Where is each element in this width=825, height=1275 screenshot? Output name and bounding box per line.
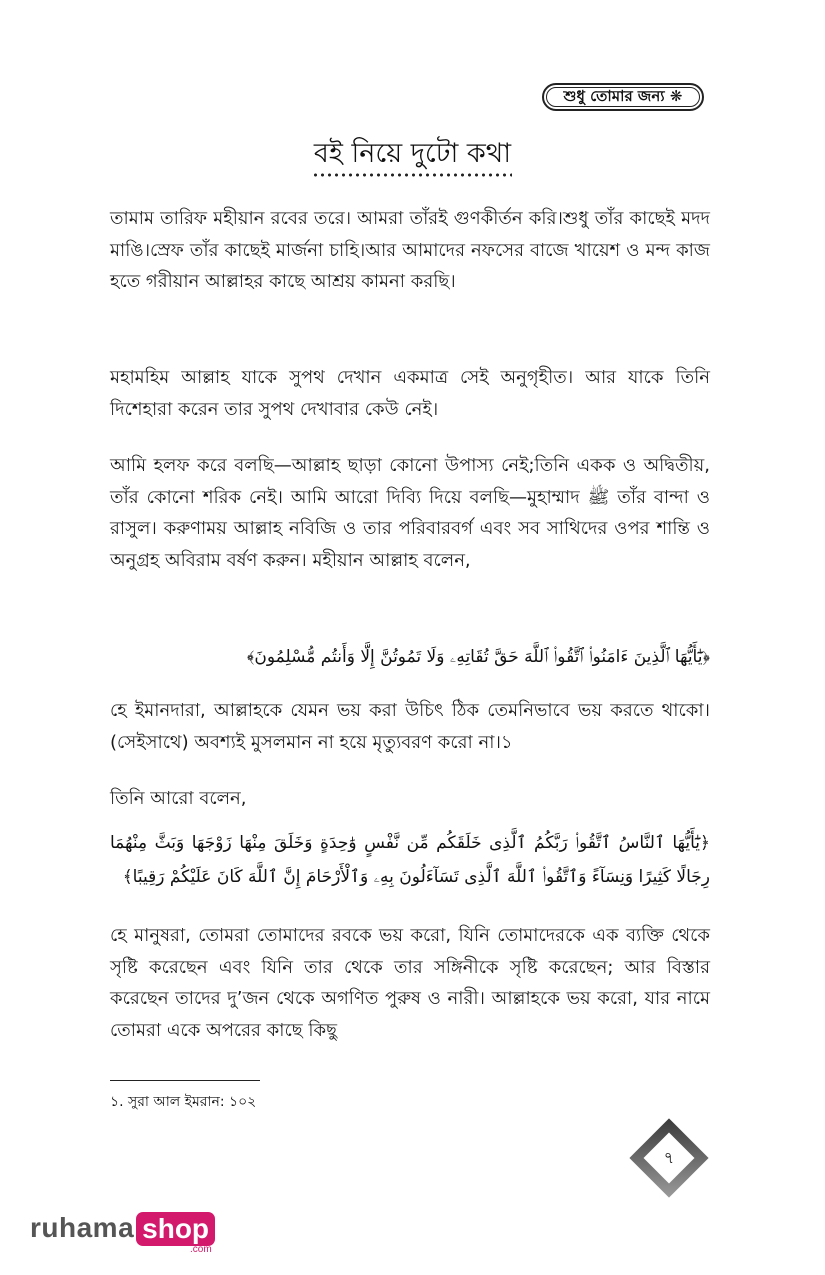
title-dotted-underline	[312, 171, 512, 179]
paragraph-3: আমি হলফ করে বলছি—আল্লাহ ছাড়া কোনো উপাস্য নেই;তিনি একক ও অদ্বিতীয়, তাঁর কোনো শরিক নেই। আমি আরো দিব্যি দিয়ে বলছি—মুহাম্মাদ ﷺ তাঁর বান্দা ও রাসুল। করুণাময় আল্লাহ নবিজি ও তার পরিবারবর্গ এবং সব সাথিদের ওপর শান্তি ও অনুগ্রহ অবিরাম বর্ষণ করুন। মহীয়ান আল্লাহ বলেন,	[110, 455, 710, 571]
paragraph-2: মহামহিম আল্লাহ যাকে সুপথ দেখান একমাত্র সেই অনুগৃহীত। আর যাকে তিনি দিশেহারা করেন তার সুপথ দেখাবার কেউ নেই।	[110, 367, 710, 420]
footnote-rule	[110, 1080, 260, 1081]
paragraph-6: হে মানুষরা, তোমরা তোমাদের রবকে ভয় করো, যিনি তোমাদেরকে এক ব্যক্তি থেকে সৃষ্টি করেছেন এবং যিনি তার থেকে তার সঙ্গিনীকে সৃষ্টি করেছেন; আর বিস্তার করেছেন তাদের দু’জন থেকে অগণিত পুরুষ ও নারী। আল্লাহকে ভয় করো, যার নামে তোমরা একে অপরের কাছে কিছু	[110, 925, 710, 1041]
brand-domain: .com	[190, 1244, 212, 1255]
page-number: ৭	[663, 1147, 675, 1167]
header-running-title	[542, 83, 704, 111]
footnote: ১. সুরা আল ইমরান: ১০২	[110, 1094, 257, 1110]
brand-logo	[30, 1212, 215, 1255]
section-title: বই নিয়ে দুটো কথা	[313, 138, 512, 169]
paragraph-5: তিনি আরো বলেন,	[110, 788, 247, 809]
arabic-verse-1: ﴿يَٰٓأَيُّهَا ٱلَّذِينَ ءَامَنُوا۟ ٱتَّقُوا۟ ٱللَّهَ حَقَّ تُقَاتِهِۦ وَلَا تَمُوتُنَّ إِلَّا وَأَنتُم مُّسْلِمُونَ﴾	[246, 647, 710, 667]
page-number-badge	[641, 1130, 697, 1186]
paragraph-4: হে ইমানদারা, আল্লাহকে যেমন ভয় করা উচিৎ ঠিক তেমনিভাবে ভয় করতে থাকো। (সেইসাথে) অবশ্যই মুসলমান না হয়ে মৃত্যুবরণ করো না।১	[110, 700, 710, 753]
brand-name-part2: shop	[136, 1212, 215, 1246]
paragraph-1: তামাম তারিফ মহীয়ান রবের তরে। আমরা তাঁরই গুণকীর্তন করি।শুধু তাঁর কাছেই মদদ মাঙি।স্রেফ তাঁর কাছেই মার্জনা চাহি।আর আমাদের নফসের বাজে খায়েশ ও মন্দ কাজ হতে গরীয়ান আল্লাহর কাছে আশ্রয় কামনা করছি।	[110, 208, 710, 292]
arabic-verse-2: ﴿يَٰٓأَيُّهَا ٱلنَّاسُ ٱتَّقُوا۟ رَبَّكُمُ ٱلَّذِى خَلَقَكُم مِّن نَّفْسٍ وَٰحِدَةٍ وَخَلَقَ مِنْهَا زَوْجَهَا وَبَثَّ مِنْهُمَا رِجَالًا كَثِيرًا وَنِسَآءً وَٱتَّقُوا۟ ٱللَّهَ ٱلَّذِى تَسَآءَلُونَ بِهِۦ وَٱلْأَرْحَامَ إِنَّ ٱللَّهَ كَانَ عَلَيْكُمْ رَقِيبًا﴾	[110, 833, 710, 887]
brand-name-part1: ruhama	[30, 1212, 135, 1243]
header-running-title-text: শুধু তোমার জন্য ❋	[563, 86, 683, 105]
